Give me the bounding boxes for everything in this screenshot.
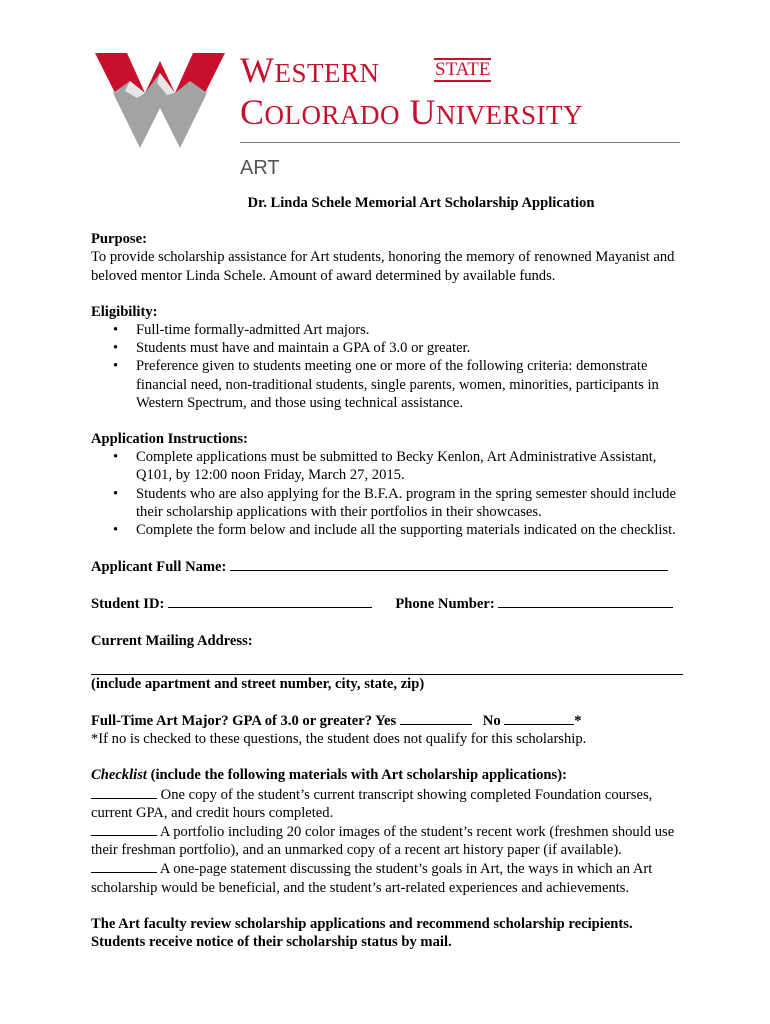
yes-field[interactable]	[400, 711, 472, 725]
checklist-item	[91, 822, 683, 859]
checklist-item-text: A portfolio including 20 color images of the student’s recent work (freshmen should use their freshman portfolio), and an unmarked copy of a recent art history paper (if available).	[91, 824, 675, 859]
checklist-item	[91, 785, 683, 822]
address-field[interactable]	[91, 656, 683, 675]
phone-label: Phone Number:	[395, 596, 495, 613]
name-label: Applicant Full Name:	[91, 559, 227, 576]
id-phone-row	[91, 594, 683, 613]
purpose-section	[91, 230, 683, 285]
name-field[interactable]	[230, 557, 668, 571]
checklist-item-text: A one-page statement discussing the student’s goals in Art, the ways in which an Art scholarship would be beneficial, and the student’s art-related experiences and achievements.	[91, 861, 653, 896]
checklist-blank[interactable]	[91, 822, 157, 836]
no-label: No	[482, 713, 501, 730]
list-item: • Complete the form below and include all the supporting materials indicated on the checklist.	[91, 521, 683, 539]
purpose-heading: Purpose:	[91, 231, 147, 248]
fulltime-note: *If no is checked to these questions, the student does not qualify for this scholarship.	[91, 731, 587, 748]
document-title: Dr. Linda Schele Memorial Art Scholarship Application	[247, 195, 595, 211]
list-item: • Preference given to students meeting one or more of the following criteria: demonstrate financial need, non-traditional students, single parents, women, minorities, participants in Western Spectrum, and those using technical assistance.	[91, 357, 683, 412]
list-item: • Students who are also applying for the B.F.A. program in the spring semester should include their scholarship applications with their portfolios in their showcases.	[91, 485, 683, 521]
fulltime-row	[91, 711, 683, 730]
student-id-field[interactable]	[168, 594, 372, 608]
address-hint: (include apartment and street number, city, state, zip)	[91, 675, 425, 692]
checklist-subheading: (include the following materials with Art scholarship applications):	[146, 767, 567, 784]
logo-wordmark-line1: WESTERN	[240, 50, 380, 90]
logo-state: STATE	[435, 59, 491, 80]
checklist-section	[91, 766, 683, 896]
checklist-blank[interactable]	[91, 785, 157, 799]
eligibility-heading: Eligibility:	[91, 303, 158, 320]
header-divider	[240, 142, 680, 143]
address-label: Current Mailing Address:	[91, 632, 253, 649]
checklist-heading: Checklist	[91, 767, 147, 784]
asterisk: *	[574, 713, 582, 730]
no-field[interactable]	[504, 711, 574, 725]
student-id-label: Student ID:	[91, 596, 165, 613]
name-field-row	[91, 557, 683, 576]
checklist-item-text: One copy of the student’s current transcript showing completed Foundation courses, current GPA, and credit hours completed.	[91, 786, 653, 821]
eligibility-section	[91, 303, 683, 412]
checklist-item	[91, 859, 683, 896]
footer-note: The Art faculty review scholarship applications and recommend scholarship recipients. Students receive notice of their scholarship status by mail.	[91, 915, 633, 951]
university-logo	[95, 53, 225, 148]
checklist-blank[interactable]	[91, 859, 157, 873]
instructions-section	[91, 430, 683, 539]
purpose-text: To provide scholarship assistance for Art students, honoring the memory of renowned Mayanist and beloved mentor Linda Schele. Amount of award determined by available funds.	[91, 249, 675, 284]
department-label: ART	[240, 157, 280, 179]
fulltime-question: Full-Time Art Major? GPA of 3.0 or greater? Yes	[91, 713, 397, 730]
logo-wordmark-line2: COLORADO UNIVERSITY	[240, 92, 584, 132]
list-item: • Complete applications must be submitted to Becky Kenlon, Art Administrative Assistant, Q101, by 12:00 noon Friday, March 27, 2015.	[91, 448, 683, 484]
list-item: • Students must have and maintain a GPA of 3.0 or greater.	[91, 339, 683, 357]
instructions-heading: Application Instructions:	[91, 431, 248, 448]
list-item: • Full-time formally-admitted Art majors.	[91, 321, 683, 339]
phone-field[interactable]	[498, 594, 673, 608]
